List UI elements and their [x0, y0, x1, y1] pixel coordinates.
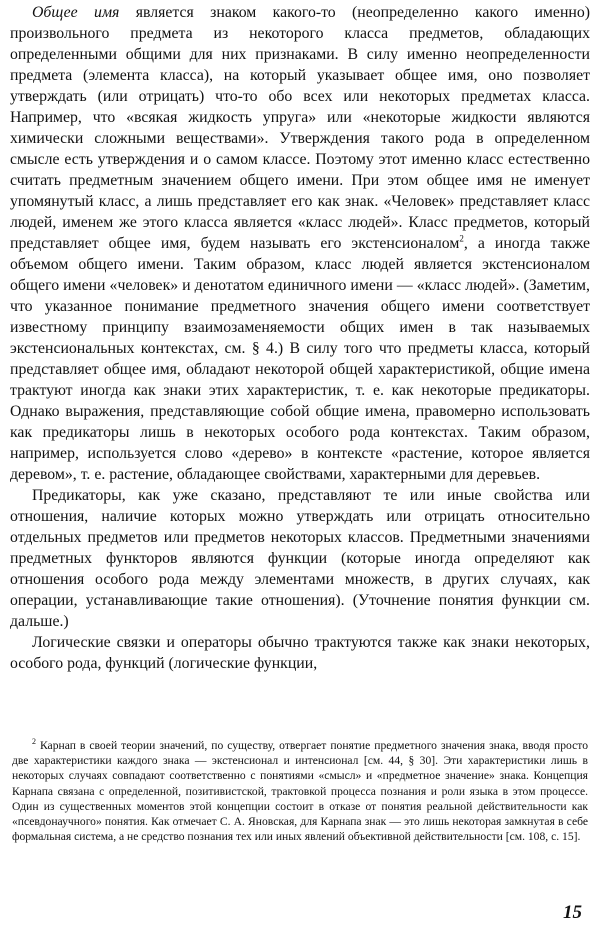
footnote-mark: 2 [32, 737, 36, 747]
term-general-name: Общее имя [32, 4, 120, 21]
main-text [10, 2, 590, 674]
footnote-2 [12, 738, 588, 844]
footnote-text: Карнап в своей теории значений, по существу, отвергает понятие предметного значения знака, вводя просто две характеристики каждого знака — экстенсионал и интенсионал [см. 44, § 30]. Эти характеристики лишь в некоторых случаях совпадают соответственно с понятиями «смысл» и «предметное значение» знака. Концепция Карнапа связана с определенной, позитивистской, трактовкой процесса познания и роли языка в этом процессе. Один из существенных моментов этой концепции состоит в отказе от понятия реальной действительности как «псевдонаучного» понятия. Как отмечает С. А. Яновская, для Карнапа знак — это лишь некоторая замкнутая в себе формальная система, а не средство познания тех или иных явлений объективной действительности [см. 108, с. 15]. [12, 739, 588, 844]
paragraph-general-name [10, 2, 590, 485]
paragraph-text: является знаком какого-то (неопределенно какого именно) произвольного предмета из некоторого класса предметов, обладающих определенными общими для них признаками. В силу именно неопределенности предмета (элемента класса), на который указывает общее имя, оно позволяет утверждать (или отрицать) что-то обо всех или некоторых предметах класса. Например, что «всякая жидкость упруга» или «некоторые жидкости являются химически сложными веществами». Утверждения такого рода в определенном смысле есть утверждения и о самом классе. Поэтому этот именно класс естественно считать предметным значением общего имени. При этом общее имя не именует упомянутый класс, а лишь представляет его как знак. «Человек» представляет класс людей, именем же этого класса является «класс людей». Класс предметов, который представляет общее имя, будем называть его экстенсионалом [10, 4, 591, 252]
paragraph-text: , а иногда также объемом общего имени. Таким образом, класс людей является экстенсионалом общего имени «человек» и денотатом единичного имени — «класс людей». (Заметим, что указанное понимание предметного значения общего имени соответствует известному принципу взаимозаменяемости общих имен в так называемых экстенсиональных контекстах, см. § 4.) В силу того что предметы класса, который представляет общее имя, обладают некоторой общей характеристикой, общие имена трактуют иногда как знаки этих характеристик, т. е. как некоторые предикаторы. Однако выражения, представляющие собой общие имена, правомерно использовать как предикаторы лишь в некоторых особого рода контекстах. Таким образом, например, используется слово «дерево» в контексте «растение, которое является деревом», т. е. растение, обладающее свойствами, характерными для деревьев. [10, 235, 590, 483]
page-number: 15 [563, 902, 582, 923]
paragraph-logical-connectives: Логические связки и операторы обычно трактуются также как знаки некоторых, особого рода, функций (логические функции, [10, 634, 590, 672]
footnote-reference[interactable]: 2 [459, 233, 464, 244]
paragraph-predicators: Предикаторы, как уже сказано, представляют те или иные свойства или отношения, наличие которых можно утверждать или отрицать относительно отдельных предметов или предметов некоторых классов. Предметными значениями предметных функторов являются функции (которые иногда определяют как отношения особого рода между элементами множеств, в других случаях, как операции, устанавливающие такие отношения). (Уточнение понятия функции см. дальше.) [10, 487, 590, 630]
footnote-block [12, 738, 588, 844]
